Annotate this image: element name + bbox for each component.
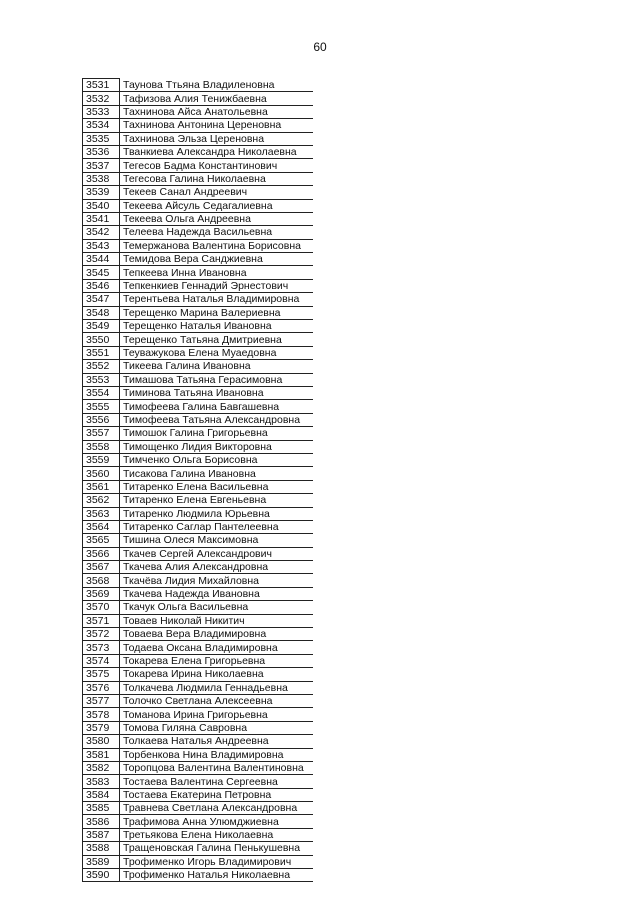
row-number: 3544 xyxy=(83,253,120,266)
row-number: 3550 xyxy=(83,333,120,346)
row-number: 3580 xyxy=(83,735,120,748)
table-row xyxy=(83,212,314,225)
table-row xyxy=(83,614,314,627)
row-number: 3538 xyxy=(83,172,120,185)
row-number: 3566 xyxy=(83,547,120,560)
row-number: 3564 xyxy=(83,520,120,533)
row-number: 3556 xyxy=(83,413,120,426)
table-row xyxy=(83,788,314,801)
table-row xyxy=(83,815,314,828)
row-number: 3585 xyxy=(83,802,120,815)
person-name: Ткачёва Лидия Михайловна xyxy=(120,574,314,587)
table-row xyxy=(83,132,314,145)
row-number: 3545 xyxy=(83,266,120,279)
table-row xyxy=(83,520,314,533)
row-number: 3582 xyxy=(83,761,120,774)
row-number: 3570 xyxy=(83,601,120,614)
person-name: Телеева Надежда Васильевна xyxy=(120,226,314,239)
person-name: Тепкеева Инна Ивановна xyxy=(120,266,314,279)
row-number: 3531 xyxy=(83,79,120,92)
table-row xyxy=(83,842,314,855)
table-row xyxy=(83,400,314,413)
row-number: 3532 xyxy=(83,92,120,105)
person-name: Торбенкова Нина Владимировна xyxy=(120,748,314,761)
row-number: 3533 xyxy=(83,105,120,118)
row-number: 3536 xyxy=(83,145,120,158)
person-name: Тепкенкиев Геннадий Эрнестович xyxy=(120,279,314,292)
table-row xyxy=(83,346,314,359)
row-number: 3569 xyxy=(83,587,120,600)
table-row xyxy=(83,226,314,239)
person-name: Ткачева Алия Александровна xyxy=(120,561,314,574)
row-number: 3540 xyxy=(83,199,120,212)
row-number: 3542 xyxy=(83,226,120,239)
person-name: Таунова Ттьяна Владиленовна xyxy=(120,79,314,92)
table-row xyxy=(83,708,314,721)
person-name: Терещенко Наталья Ивановна xyxy=(120,320,314,333)
person-name: Торопцова Валентина Валентиновна xyxy=(120,761,314,774)
person-name: Ткачев Сергей Александрович xyxy=(120,547,314,560)
table-row xyxy=(83,668,314,681)
row-number: 3575 xyxy=(83,668,120,681)
table-row xyxy=(83,721,314,734)
table-row xyxy=(83,761,314,774)
row-number: 3571 xyxy=(83,614,120,627)
table-row xyxy=(83,453,314,466)
table-row xyxy=(83,320,314,333)
table-row xyxy=(83,681,314,694)
table-row xyxy=(83,587,314,600)
row-number: 3548 xyxy=(83,306,120,319)
table-row xyxy=(83,293,314,306)
table-row xyxy=(83,172,314,185)
person-name: Томанова Ирина Григорьевна xyxy=(120,708,314,721)
table-row xyxy=(83,654,314,667)
person-name: Тимофеева Галина Бавгашевна xyxy=(120,400,314,413)
table-row xyxy=(83,373,314,386)
table-row xyxy=(83,507,314,520)
person-name: Тостаева Екатерина Петровна xyxy=(120,788,314,801)
row-number: 3546 xyxy=(83,279,120,292)
person-name: Тикеева Галина Ивановна xyxy=(120,360,314,373)
row-number: 3586 xyxy=(83,815,120,828)
row-number: 3567 xyxy=(83,561,120,574)
person-name: Текеев Санал Андреевич xyxy=(120,186,314,199)
table-row xyxy=(83,869,314,882)
person-name: Трофименко Игорь Владимирович xyxy=(120,855,314,868)
person-name: Томова Гиляна Савровна xyxy=(120,721,314,734)
row-number: 3561 xyxy=(83,480,120,493)
person-name: Токарева Ирина Николаевна xyxy=(120,668,314,681)
table-row xyxy=(83,802,314,815)
person-name: Тращеновская Галина Пенькушевна xyxy=(120,842,314,855)
registry-body xyxy=(83,79,314,882)
table-row xyxy=(83,440,314,453)
table-row xyxy=(83,574,314,587)
table-row xyxy=(83,748,314,761)
person-name: Тимошок Галина Григорьевна xyxy=(120,427,314,440)
table-row xyxy=(83,386,314,399)
person-name: Токарева Елена Григорьевна xyxy=(120,654,314,667)
person-name: Тишина Олеся Максимовна xyxy=(120,534,314,547)
person-name: Темидова Вера Санджиевна xyxy=(120,253,314,266)
person-name: Тегесов Бадма Константинович xyxy=(120,159,314,172)
table-row xyxy=(83,828,314,841)
table-row xyxy=(83,266,314,279)
person-name: Толочко Светлана Алексеевна xyxy=(120,694,314,707)
person-name: Тимофеева Татьяна Александровна xyxy=(120,413,314,426)
row-number: 3583 xyxy=(83,775,120,788)
table-row xyxy=(83,735,314,748)
person-name: Тафизова Алия Тенижбаевна xyxy=(120,92,314,105)
person-name: Тисакова Галина Ивановна xyxy=(120,467,314,480)
row-number: 3537 xyxy=(83,159,120,172)
table-row xyxy=(83,92,314,105)
table-row xyxy=(83,467,314,480)
row-number: 3558 xyxy=(83,440,120,453)
table-row xyxy=(83,145,314,158)
row-number: 3590 xyxy=(83,869,120,882)
table-row xyxy=(83,547,314,560)
person-name: Титаренко Елена Евгеньевна xyxy=(120,494,314,507)
table-row xyxy=(83,534,314,547)
row-number: 3535 xyxy=(83,132,120,145)
table-row xyxy=(83,333,314,346)
person-name: Терещенко Марина Валериевна xyxy=(120,306,314,319)
table-row xyxy=(83,561,314,574)
row-number: 3577 xyxy=(83,694,120,707)
table-row xyxy=(83,79,314,92)
row-number: 3584 xyxy=(83,788,120,801)
person-name: Титаренко Людмила Юрьевна xyxy=(120,507,314,520)
table-row xyxy=(83,253,314,266)
person-name: Толкаева Наталья Андреевна xyxy=(120,735,314,748)
table-row xyxy=(83,186,314,199)
person-name: Тимощенко Лидия Викторовна xyxy=(120,440,314,453)
table-row xyxy=(83,159,314,172)
row-number: 3557 xyxy=(83,427,120,440)
person-name: Тимченко Ольга Борисовна xyxy=(120,453,314,466)
person-name: Травнева Светлана Александровна xyxy=(120,802,314,815)
person-name: Терещенко Татьяна Дмитриевна xyxy=(120,333,314,346)
row-number: 3587 xyxy=(83,828,120,841)
row-number: 3559 xyxy=(83,453,120,466)
table-row xyxy=(83,279,314,292)
person-name: Трофименко Наталья Николаевна xyxy=(120,869,314,882)
row-number: 3563 xyxy=(83,507,120,520)
person-name: Товаев Николай Никитич xyxy=(120,614,314,627)
row-number: 3553 xyxy=(83,373,120,386)
row-number: 3574 xyxy=(83,654,120,667)
row-number: 3547 xyxy=(83,293,120,306)
person-name: Терентьева Наталья Владимировна xyxy=(120,293,314,306)
row-number: 3560 xyxy=(83,467,120,480)
person-name: Текеева Ольга Андреевна xyxy=(120,212,314,225)
table-row xyxy=(83,105,314,118)
row-number: 3572 xyxy=(83,628,120,641)
table-row xyxy=(83,494,314,507)
table-row xyxy=(83,641,314,654)
page-number: 60 xyxy=(313,40,327,54)
table-row xyxy=(83,694,314,707)
row-number: 3539 xyxy=(83,186,120,199)
row-number: 3576 xyxy=(83,681,120,694)
person-name: Толкачева Людмила Геннадьевна xyxy=(120,681,314,694)
row-number: 3562 xyxy=(83,494,120,507)
row-number: 3573 xyxy=(83,641,120,654)
person-name: Тодаева Оксана Владимировна xyxy=(120,641,314,654)
person-name: Темержанова Валентина Борисовна xyxy=(120,239,314,252)
registry-table xyxy=(82,78,313,882)
row-number: 3555 xyxy=(83,400,120,413)
person-name: Тахнинова Эльза Цереновна xyxy=(120,132,314,145)
row-number: 3541 xyxy=(83,212,120,225)
person-name: Ткачук Ольга Васильевна xyxy=(120,601,314,614)
table-row xyxy=(83,413,314,426)
row-number: 3549 xyxy=(83,320,120,333)
row-number: 3568 xyxy=(83,574,120,587)
row-number: 3589 xyxy=(83,855,120,868)
table-row xyxy=(83,480,314,493)
row-number: 3543 xyxy=(83,239,120,252)
person-name: Тахнинова Айса Анатольевна xyxy=(120,105,314,118)
table-row xyxy=(83,119,314,132)
row-number: 3551 xyxy=(83,346,120,359)
person-name: Тостаева Валентина Сергеевна xyxy=(120,775,314,788)
row-number: 3588 xyxy=(83,842,120,855)
person-name: Титаренко Саглар Пантелеевна xyxy=(120,520,314,533)
person-name: Тахнинова Антонина Цереновна xyxy=(120,119,314,132)
person-name: Товаева Вера Владимировна xyxy=(120,628,314,641)
person-name: Тегесова Галина Николаевна xyxy=(120,172,314,185)
person-name: Тиминова Татьяна Ивановна xyxy=(120,386,314,399)
table-row xyxy=(83,855,314,868)
person-name: Тимашова Татьяна Герасимовна xyxy=(120,373,314,386)
table-row xyxy=(83,239,314,252)
person-name: Третьякова Елена Николаевна xyxy=(120,828,314,841)
table-row xyxy=(83,775,314,788)
row-number: 3581 xyxy=(83,748,120,761)
row-number: 3552 xyxy=(83,360,120,373)
person-name: Титаренко Елена Васильевна xyxy=(120,480,314,493)
row-number: 3534 xyxy=(83,119,120,132)
row-number: 3565 xyxy=(83,534,120,547)
table-row xyxy=(83,199,314,212)
row-number: 3554 xyxy=(83,386,120,399)
table-row xyxy=(83,360,314,373)
person-name: Тванкиева Александра Николаевна xyxy=(120,145,314,158)
table-row xyxy=(83,628,314,641)
row-number: 3579 xyxy=(83,721,120,734)
row-number: 3578 xyxy=(83,708,120,721)
table-row xyxy=(83,306,314,319)
person-name: Теуважукова Елена Муаедовна xyxy=(120,346,314,359)
table-row xyxy=(83,601,314,614)
person-name: Текеева Айсуль Седагалиевна xyxy=(120,199,314,212)
table-row xyxy=(83,427,314,440)
person-name: Трафимова Анна Улюмджиевна xyxy=(120,815,314,828)
person-name: Ткачева Надежда Ивановна xyxy=(120,587,314,600)
